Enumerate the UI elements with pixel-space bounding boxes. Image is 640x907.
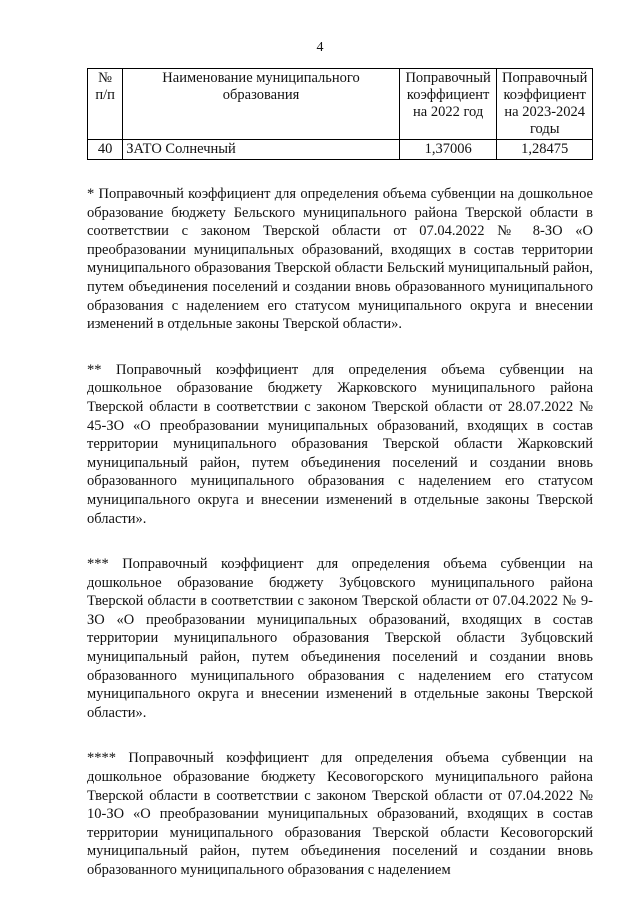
cell-coef-2022: 1,37006	[399, 140, 497, 160]
footnote-2: ** Поправочный коэффициент для определения объема субвенции на дошкольное образование бюджету Жарковского муниципального района Тверской области в соответствии с законом Тверской области от 28.07.2022 № 45-ЗО «О преобразовании муниципальных образований, входящих в состав территории муниципального образования Тверской области Жарковский муниципальный район, путем объединения поселений и создании вновь образованного муниципального образования с наделением его статусом муниципального округа и внесении изменений в отдельные законы Тверской области».	[87, 361, 593, 527]
page-number: 4	[316, 40, 324, 55]
cell-num: 40	[88, 140, 123, 160]
footnote-3: *** Поправочный коэффициент для определения объема субвенции на дошкольное образование бюджету Зубцовского муниципального района Тверской области в соответствии с законом Тверской области от 07.04.2022 № 9-ЗО «О преобразовании муниципальных образований, входящих в состав территории муниципального образования Тверской области Зубцовский муниципальный район, путем объединения поселений и создании вновь образованного муниципального образования с наделением его статусом муниципального округа и внесении изменений в отдельные законы Тверской области».	[87, 556, 593, 721]
header-coef-2022: Поправочный коэффициент на 2022 год	[399, 69, 497, 140]
coefficients-table	[87, 68, 593, 160]
header-num: № п/п	[88, 69, 123, 140]
footnotes	[87, 185, 593, 907]
table-row	[88, 140, 593, 160]
footnote-1: * Поправочный коэффициент для определения объема субвенции на дошкольное образование бюджету Бельского муниципального района Тверской области в соответствии с законом Тверской области от 07.04.2022 № 8-ЗО «О преобразовании муниципальных образований, входящих в состав территории муниципального образования Тверской области Бельский муниципальный район, путем объединения поселений и создании вновь образованного муниципального образования с наделением его статусом муниципального округа и внесении изменений в отдельные законы Тверской области».	[87, 186, 593, 333]
header-name: Наименование муниципального образования	[123, 69, 400, 140]
header-coef-2023-2024: Поправочный коэффициент на 2023-2024 годы	[497, 69, 593, 140]
cell-coef-2023-2024: 1,28475	[497, 140, 593, 160]
cell-name: ЗАТО Солнечный	[123, 140, 400, 160]
table-header-row	[88, 69, 593, 140]
footnote-4: **** Поправочный коэффициент для определения объема субвенции на дошкольное образование бюджету Кесовогорского муниципального района Тверской области в соответствии с законом Тверской области от 07.04.2022 № 10-ЗО «О преобразовании муниципальных образований, входящих в состав территории муниципального образования Тверской области Кесовогорский муниципальный район, путем объединения поселений и создании вновь образованного муниципального образования с наделением	[87, 750, 593, 878]
